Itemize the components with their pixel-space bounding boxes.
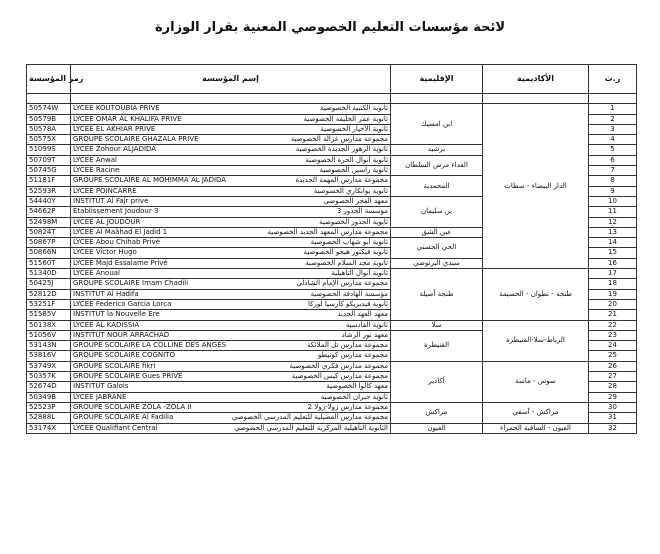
school-name-arabic: معهد العهد الجديد (223, 310, 391, 320)
row-number: 15 (589, 248, 637, 258)
school-name-latin: GROUPE SCOLAIRE Al Fadilia (71, 413, 223, 423)
row-number: 31 (589, 413, 637, 423)
school-name-arabic: مجموعة مدارس المعهد الجديد الخصوصية (223, 227, 391, 237)
province-cell: عين الشق (391, 227, 483, 237)
school-name-latin: GROUPE SCOLAIRE Imam Chadili (71, 279, 223, 289)
row-number: 11 (589, 207, 637, 217)
school-code: 50357K (27, 372, 71, 382)
school-code: 50745G (27, 166, 71, 176)
header-spacer (27, 94, 637, 104)
school-code: 52812D (27, 289, 71, 299)
row-number: 19 (589, 289, 637, 299)
school-name-arabic: مجموعة مدارس فكري الخصوصية (223, 361, 391, 371)
academy-cell: سوس - ماسة (483, 361, 589, 402)
school-name-latin: INSTITUT NOUR ARRACHAD (71, 330, 223, 340)
province-cell: أكادير (391, 361, 483, 402)
school-code: 51099S (27, 145, 71, 155)
school-name-latin: LYCEE Qualifiant Central (71, 423, 223, 433)
school-name-latin: LYCEE POINCARRE (71, 186, 223, 196)
table-header-row (27, 65, 637, 94)
row-number: 5 (589, 145, 637, 155)
school-code: 52498M (27, 217, 71, 227)
school-code: 50578A (27, 124, 71, 134)
header-academy: الأكاديمية (483, 65, 589, 94)
school-name-latin: LYCEE Victor Hugo (71, 248, 223, 258)
row-number: 28 (589, 382, 637, 392)
school-code: 51585V (27, 310, 71, 320)
table-row (27, 320, 637, 330)
school-name-latin: GROUPE SCOLAIRE ZOLA -ZOLA II (71, 402, 223, 412)
row-number: 20 (589, 299, 637, 309)
school-name-arabic: الثانوية التأهيلية المركزية للتعليم المدرسي الخصوصي (223, 423, 391, 433)
row-number: 17 (589, 269, 637, 279)
row-number: 16 (589, 258, 637, 268)
school-code: 50866N (27, 248, 71, 258)
school-code: 50574W (27, 104, 71, 114)
row-number: 14 (589, 238, 637, 248)
school-name-arabic: مجموعة مدارس زولا-زولا 2 (223, 402, 391, 412)
school-name-latin: LYCEE AL JOUDOUR (71, 217, 223, 227)
school-name-latin: LYCEE AL KADISSIA (71, 320, 223, 330)
table-row (27, 402, 637, 412)
table-row (27, 361, 637, 371)
school-name-latin: LYCEE Abou Chihab Privé (71, 238, 223, 248)
school-code: 50709T (27, 155, 71, 165)
row-number: 30 (589, 402, 637, 412)
school-name-arabic: ثانوية فيديريكو كارسيا لوركا (223, 299, 391, 309)
table-row (27, 423, 637, 433)
school-name-arabic: ثانوية أبو شهاب الخصوصية (223, 238, 391, 248)
header-num: ر.ت (589, 65, 637, 94)
header-province: الإقليمية (391, 65, 483, 94)
school-code: 51181F (27, 176, 71, 186)
school-name-arabic: معهد الفجر الخصوصي (223, 196, 391, 206)
school-name-arabic: ثانوية مجد السلام الخصوصية (223, 258, 391, 268)
row-number: 32 (589, 423, 637, 433)
school-name-latin: INSTITUT Al Hadifa (71, 289, 223, 299)
school-name-arabic: ثانوية الزهور الجديدة الخصوصية (223, 145, 391, 155)
school-code: 50349B (27, 392, 71, 402)
row-number: 22 (589, 320, 637, 330)
school-name-latin: INSTITUT Al Fajr prive (71, 196, 223, 206)
school-code: 50138X (27, 320, 71, 330)
school-code: 50579B (27, 114, 71, 124)
school-name-latin: LYCEE EL AKHIAR PRIVE (71, 124, 223, 134)
school-code: 50575X (27, 135, 71, 145)
row-number: 9 (589, 186, 637, 196)
row-number: 24 (589, 341, 637, 351)
province-cell: برشيد (391, 145, 483, 155)
school-code: 50824T (27, 227, 71, 237)
schools-table (26, 64, 637, 434)
row-number: 27 (589, 372, 637, 382)
school-name-arabic: ثانوية عمر الخليفة الخصوصية (223, 114, 391, 124)
school-code: 53143N (27, 341, 71, 351)
school-name-arabic: ثانوية بوانكاري الخصوصية (223, 186, 391, 196)
school-name-latin: LYCEE JABRANE (71, 392, 223, 402)
school-name-latin: LYCEE Racine (71, 166, 223, 176)
school-name-latin: LYCEE Al Maâhad El Jadid 1 (71, 227, 223, 237)
province-cell: القنيطرة (391, 330, 483, 361)
province-cell: مراكش (391, 402, 483, 423)
school-name-arabic: مجموعة مدارس كيس الخصوصية (223, 372, 391, 382)
academy-cell: الدار البيضاء - سطات (483, 104, 589, 269)
province-cell: سيدي البرنوصي (391, 258, 483, 268)
school-code: 51056V (27, 330, 71, 340)
school-code: 54440Y (27, 196, 71, 206)
academy-cell: العيون - الساقية الحمراء (483, 423, 589, 433)
school-name-arabic: معهد نور الرشاد (223, 330, 391, 340)
province-cell: الحي الحسني (391, 238, 483, 259)
school-name-latin: LYCEE Zohour ALJADIDA (71, 145, 223, 155)
school-code: 54662P (27, 207, 71, 217)
school-name-arabic: ثانوية راسين الخصوصية (223, 166, 391, 176)
table-row (27, 269, 637, 279)
school-code: 52593R (27, 186, 71, 196)
province-cell: المحمدية (391, 176, 483, 197)
academy-cell: الرباط-سلا-القنيطرة (483, 320, 589, 361)
school-name-latin: INSTITUT Galois (71, 382, 223, 392)
province-cell: سلا (391, 320, 483, 330)
academy-cell: مراكش - آسفي (483, 402, 589, 423)
table-body (27, 104, 637, 434)
school-name-latin: LYCEE Anwal (71, 155, 223, 165)
school-name-latin: GROUPE SCOLAIRE COGNITO (71, 351, 223, 361)
row-number: 13 (589, 227, 637, 237)
school-name-arabic: مجموعة مدارس كونيطو (223, 351, 391, 361)
school-code: 52888L (27, 413, 71, 423)
school-name-arabic: مجموعة مدارس الفضيلية للتعليم المدرسي الخصوصي (223, 413, 391, 423)
school-name-latin: GROUPE SCOLAIRE Gues PRIVE (71, 372, 223, 382)
school-code: 50425J (27, 279, 71, 289)
row-number: 26 (589, 361, 637, 371)
school-name-latin: GROUPE SCOLAIRE LA COLLINE DES ANGES (71, 341, 223, 351)
school-code: 53251F (27, 299, 71, 309)
row-number: 18 (589, 279, 637, 289)
academy-cell: طنجة - تطوان - الحسيمة (483, 269, 589, 320)
school-name-latin: GROUPE SCOLAIRE fikri (71, 361, 223, 371)
school-name-arabic: مؤسسة الجذور 3 (223, 207, 391, 217)
row-number: 2 (589, 114, 637, 124)
school-name-arabic: ثانوية أنوال الحرة الخصوصية (223, 155, 391, 165)
school-name-latin: LYCEE Anoual (71, 269, 223, 279)
row-number: 3 (589, 124, 637, 134)
school-name-arabic: ثانوية الأخيار الخصوصية (223, 124, 391, 134)
school-name-arabic: ثانوية الجذور الخصوصية (223, 217, 391, 227)
school-name-latin: LYCEE Federico Garcia Lorca (71, 299, 223, 309)
school-code: 51560T (27, 258, 71, 268)
school-name-latin: LYCEE Majd Essalame Privé (71, 258, 223, 268)
school-name-arabic: مجموعة مدارس غزالة الخصوصية (223, 135, 391, 145)
row-number: 8 (589, 176, 637, 186)
school-name-latin: LYCEE KOUTOUBIA PRIVE (71, 104, 223, 114)
school-name-arabic: معهد كالوا الخصوصية (223, 382, 391, 392)
row-number: 29 (589, 392, 637, 402)
school-name-arabic: ثانوية فيكتور هيجو الخصوصية (223, 248, 391, 258)
school-name-arabic: مؤسسة الهادفة الخصوصية (223, 289, 391, 299)
school-name-arabic: ثانوية الكتبية الخصوصية (223, 104, 391, 114)
school-name-arabic: ثانوية القادسية (223, 320, 391, 330)
page-title: لائحة مؤسسات التعليم الخصوصي المعنية بقرار الوزارة (154, 20, 506, 35)
school-name-arabic: ثانوية أنوال التأهيلية (223, 269, 391, 279)
school-name-latin: LYCEE OMAR AL KHALIFA PRIVE (71, 114, 223, 124)
row-number: 4 (589, 135, 637, 145)
province-cell: بن سليمان (391, 196, 483, 227)
school-name-latin: GROUPE SCOLAIRE GHAZALA PRIVE (71, 135, 223, 145)
row-number: 7 (589, 166, 637, 176)
school-name-latin: INSTITUT la Nouvelle Ere (71, 310, 223, 320)
row-number: 21 (589, 310, 637, 320)
school-name-arabic: ثانوية جبران الخصوصية (223, 392, 391, 402)
row-number: 1 (589, 104, 637, 114)
school-code: 53749X (27, 361, 71, 371)
province-cell: الفداء مرس السلطان (391, 155, 483, 176)
school-code: 51340D (27, 269, 71, 279)
header-name: إسم المؤسسة (71, 65, 391, 94)
province-cell: طنجة أصيلة (391, 269, 483, 320)
school-code: 52674D (27, 382, 71, 392)
row-number: 12 (589, 217, 637, 227)
school-name-arabic: مجموعة مدارس المهمة الجديدة (223, 176, 391, 186)
province-cell: ابن امسيك (391, 104, 483, 145)
table-row (27, 104, 637, 114)
school-code: 53816V (27, 351, 71, 361)
header-code: رمز المؤسسة (27, 65, 71, 94)
row-number: 25 (589, 351, 637, 361)
row-number: 23 (589, 330, 637, 340)
school-name-latin: GROUPE SCOLAIRE AL MOHIMMA AL JADIDA (71, 176, 223, 186)
province-cell: العيون (391, 423, 483, 433)
school-name-arabic: مجموعة مدارس تل الملائكة (223, 341, 391, 351)
row-number: 6 (589, 155, 637, 165)
school-code: 52523P (27, 402, 71, 412)
school-name-latin: Etablissement Joudour 3 (71, 207, 223, 217)
school-code: 53174X (27, 423, 71, 433)
row-number: 10 (589, 196, 637, 206)
school-code: 50867P (27, 238, 71, 248)
school-name-arabic: مجموعة مدارس الإمام الشاذلي (223, 279, 391, 289)
